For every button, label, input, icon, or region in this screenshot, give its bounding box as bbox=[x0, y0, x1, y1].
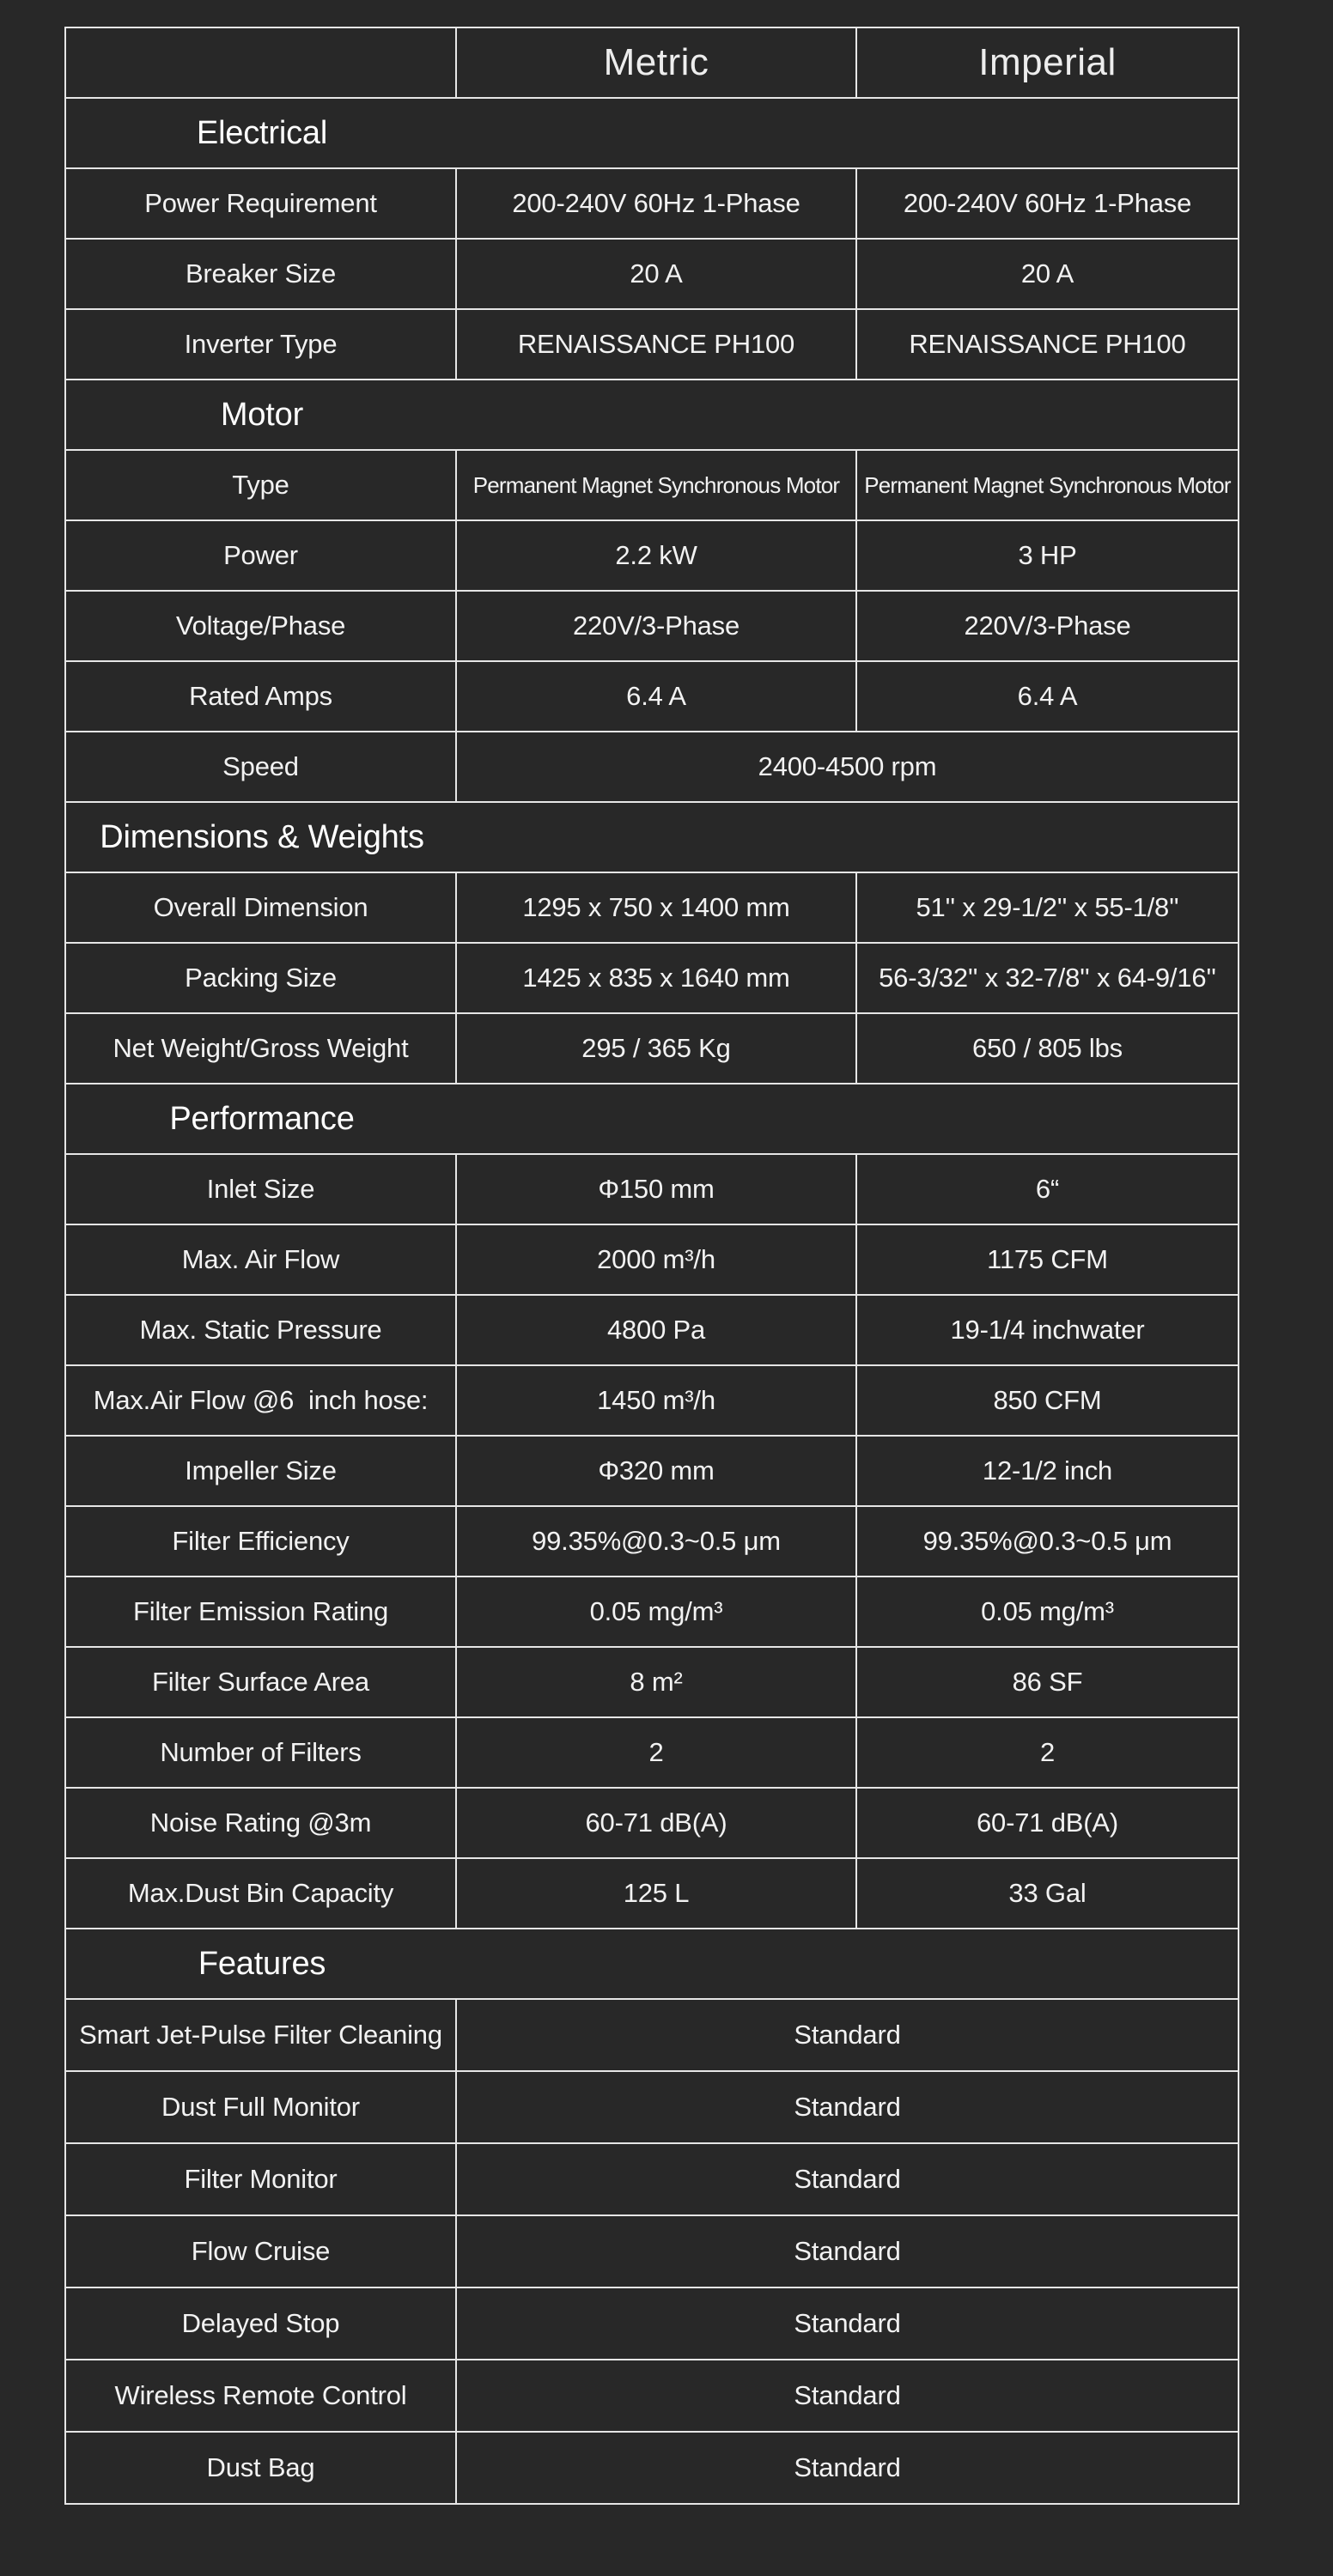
section-title-performance: Performance bbox=[169, 1100, 355, 1137]
feature-row-flow-cruise bbox=[65, 2215, 1239, 2287]
feature-row-dust-bag bbox=[65, 2432, 1239, 2504]
feature-label: Dust Full Monitor bbox=[65, 2071, 456, 2143]
spec-imperial-value: 3 HP bbox=[856, 520, 1239, 591]
spec-label: Breaker Size bbox=[65, 239, 456, 309]
spec-imperial-value: 2 bbox=[856, 1717, 1239, 1788]
spec-metric-value: 125 L bbox=[456, 1858, 856, 1929]
spec-label: Max. Static Pressure bbox=[65, 1295, 456, 1365]
feature-label: Flow Cruise bbox=[65, 2215, 456, 2287]
section-header-cell bbox=[65, 380, 1239, 450]
spec-metric-value: 1295 x 750 x 1400 mm bbox=[456, 872, 856, 943]
spec-row-net-gross-weight bbox=[65, 1013, 1239, 1084]
spec-metric-value: 4800 Pa bbox=[456, 1295, 856, 1365]
section-header-cell bbox=[65, 98, 1239, 168]
section-title-electrical: Electrical bbox=[196, 114, 328, 151]
spec-row-number-of-filters bbox=[65, 1717, 1239, 1788]
spec-label: Filter Efficiency bbox=[65, 1506, 456, 1577]
spec-row-packing-size bbox=[65, 943, 1239, 1013]
spec-imperial-value: 86 SF bbox=[856, 1647, 1239, 1717]
feature-value: Standard bbox=[456, 2143, 1239, 2215]
spec-row-filter-efficiency bbox=[65, 1506, 1239, 1577]
feature-row-dust-full-monitor bbox=[65, 2071, 1239, 2143]
spec-label: Power bbox=[65, 520, 456, 591]
spec-metric-value: 2000 m³/h bbox=[456, 1224, 856, 1295]
feature-value: Standard bbox=[456, 2432, 1239, 2504]
spec-imperial-value: 33 Gal bbox=[856, 1858, 1239, 1929]
spec-imperial-value: 99.35%@0.3~0.5 μm bbox=[856, 1506, 1239, 1577]
spec-metric-value: 220V/3-Phase bbox=[456, 591, 856, 661]
spec-row-power-requirement bbox=[65, 168, 1239, 239]
spec-imperial-value: 1175 CFM bbox=[856, 1224, 1239, 1295]
section-row-motor bbox=[65, 380, 1239, 450]
metric-column-header: Metric bbox=[456, 27, 856, 98]
section-row-features bbox=[65, 1929, 1239, 1999]
feature-value: Standard bbox=[456, 2215, 1239, 2287]
spec-row-filter-surface-area bbox=[65, 1647, 1239, 1717]
spec-row-inverter-type bbox=[65, 309, 1239, 380]
spec-imperial-value: 51'' x 29-1/2'' x 55-1/8'' bbox=[856, 872, 1239, 943]
spec-imperial-value: 220V/3-Phase bbox=[856, 591, 1239, 661]
spec-label: Inlet Size bbox=[65, 1154, 456, 1224]
spec-label: Overall Dimension bbox=[65, 872, 456, 943]
spec-imperial-value: 650 / 805 lbs bbox=[856, 1013, 1239, 1084]
spec-row-max-dust-bin-capacity bbox=[65, 1858, 1239, 1929]
feature-label: Smart Jet-Pulse Filter Cleaning bbox=[65, 1999, 456, 2071]
spec-label: Filter Emission Rating bbox=[65, 1577, 456, 1647]
spec-label: Number of Filters bbox=[65, 1717, 456, 1788]
spec-metric-value: 60-71 dB(A) bbox=[456, 1788, 856, 1858]
spec-metric-value: 0.05 mg/m³ bbox=[456, 1577, 856, 1647]
feature-label: Filter Monitor bbox=[65, 2143, 456, 2215]
section-title-dimensions: Dimensions & Weights bbox=[100, 818, 424, 855]
spec-imperial-value: 200-240V 60Hz 1-Phase bbox=[856, 168, 1239, 239]
spec-row-filter-emission-rating bbox=[65, 1577, 1239, 1647]
spec-row-rated-amps bbox=[65, 661, 1239, 732]
feature-row-wireless-remote bbox=[65, 2360, 1239, 2432]
spec-imperial-value: 6.4 A bbox=[856, 661, 1239, 732]
spec-label: Max. Air Flow bbox=[65, 1224, 456, 1295]
spec-row-noise-rating bbox=[65, 1788, 1239, 1858]
spec-metric-value: 2 bbox=[456, 1717, 856, 1788]
section-row-electrical bbox=[65, 98, 1239, 168]
spec-label: Max.Air Flow @6 inch hose: bbox=[65, 1365, 456, 1436]
imperial-column-header: Imperial bbox=[856, 27, 1239, 98]
spec-metric-value: 2.2 kW bbox=[456, 520, 856, 591]
spec-metric-value: 200-240V 60Hz 1-Phase bbox=[456, 168, 856, 239]
spec-imperial-value: 850 CFM bbox=[856, 1365, 1239, 1436]
spec-row-speed bbox=[65, 732, 1239, 802]
spec-metric-value: Φ320 mm bbox=[456, 1436, 856, 1506]
section-row-performance bbox=[65, 1084, 1239, 1154]
section-title-features: Features bbox=[198, 1945, 326, 1982]
section-title-motor: Motor bbox=[220, 396, 304, 433]
section-header-cell bbox=[65, 1084, 1239, 1154]
spec-row-voltage-phase bbox=[65, 591, 1239, 661]
spec-metric-value: 8 m² bbox=[456, 1647, 856, 1717]
spec-table bbox=[64, 27, 1239, 2505]
spec-metric-value: 99.35%@0.3~0.5 μm bbox=[456, 1506, 856, 1577]
feature-value: Standard bbox=[456, 2071, 1239, 2143]
spec-imperial-value: 6“ bbox=[856, 1154, 1239, 1224]
spec-row-impeller-size bbox=[65, 1436, 1239, 1506]
spec-imperial-value: 20 A bbox=[856, 239, 1239, 309]
spec-row-inlet-size bbox=[65, 1154, 1239, 1224]
spec-imperial-value: 0.05 mg/m³ bbox=[856, 1577, 1239, 1647]
section-header-cell bbox=[65, 802, 1239, 872]
spec-label: Power Requirement bbox=[65, 168, 456, 239]
spec-label: Filter Surface Area bbox=[65, 1647, 456, 1717]
feature-row-filter-monitor bbox=[65, 2143, 1239, 2215]
spec-label: Inverter Type bbox=[65, 309, 456, 380]
header-blank-cell bbox=[65, 27, 456, 98]
spec-metric-value: 1450 m³/h bbox=[456, 1365, 856, 1436]
spec-row-motor-type bbox=[65, 450, 1239, 520]
spec-label: Max.Dust Bin Capacity bbox=[65, 1858, 456, 1929]
spec-label: Speed bbox=[65, 732, 456, 802]
section-row-dimensions bbox=[65, 802, 1239, 872]
feature-value: Standard bbox=[456, 2360, 1239, 2432]
spec-row-max-air-flow-hose bbox=[65, 1365, 1239, 1436]
spec-shared-value: 2400-4500 rpm bbox=[456, 732, 1239, 802]
feature-value: Standard bbox=[456, 2287, 1239, 2360]
spec-imperial-value: 19-1/4 inchwater bbox=[856, 1295, 1239, 1365]
feature-label: Wireless Remote Control bbox=[65, 2360, 456, 2432]
spec-metric-value: Permanent Magnet Synchronous Motor bbox=[456, 450, 856, 520]
spec-row-max-air-flow bbox=[65, 1224, 1239, 1295]
feature-row-smart-jet-pulse bbox=[65, 1999, 1239, 2071]
spec-metric-value: 1425 x 835 x 1640 mm bbox=[456, 943, 856, 1013]
header-row bbox=[65, 27, 1239, 98]
feature-value: Standard bbox=[456, 1999, 1239, 2071]
spec-imperial-value: 60-71 dB(A) bbox=[856, 1788, 1239, 1858]
spec-row-overall-dimension bbox=[65, 872, 1239, 943]
spec-label: Noise Rating @3m bbox=[65, 1788, 456, 1858]
spec-metric-value: 295 / 365 Kg bbox=[456, 1013, 856, 1084]
feature-label: Delayed Stop bbox=[65, 2287, 456, 2360]
spec-label: Rated Amps bbox=[65, 661, 456, 732]
spec-imperial-value: Permanent Magnet Synchronous Motor bbox=[856, 450, 1239, 520]
spec-imperial-value: RENAISSANCE PH100 bbox=[856, 309, 1239, 380]
spec-metric-value: 20 A bbox=[456, 239, 856, 309]
spec-row-max-static-pressure bbox=[65, 1295, 1239, 1365]
spec-metric-value: Φ150 mm bbox=[456, 1154, 856, 1224]
spec-metric-value: RENAISSANCE PH100 bbox=[456, 309, 856, 380]
feature-row-delayed-stop bbox=[65, 2287, 1239, 2360]
feature-label: Dust Bag bbox=[65, 2432, 456, 2504]
spec-label: Packing Size bbox=[65, 943, 456, 1013]
spec-imperial-value: 12-1/2 inch bbox=[856, 1436, 1239, 1506]
spec-label: Voltage/Phase bbox=[65, 591, 456, 661]
spec-label: Net Weight/Gross Weight bbox=[65, 1013, 456, 1084]
section-header-cell bbox=[65, 1929, 1239, 1999]
spec-label: Impeller Size bbox=[65, 1436, 456, 1506]
spec-label: Type bbox=[65, 450, 456, 520]
spec-imperial-value: 56-3/32'' x 32-7/8'' x 64-9/16'' bbox=[856, 943, 1239, 1013]
spec-metric-value: 6.4 A bbox=[456, 661, 856, 732]
spec-row-breaker-size bbox=[65, 239, 1239, 309]
spec-row-motor-power bbox=[65, 520, 1239, 591]
